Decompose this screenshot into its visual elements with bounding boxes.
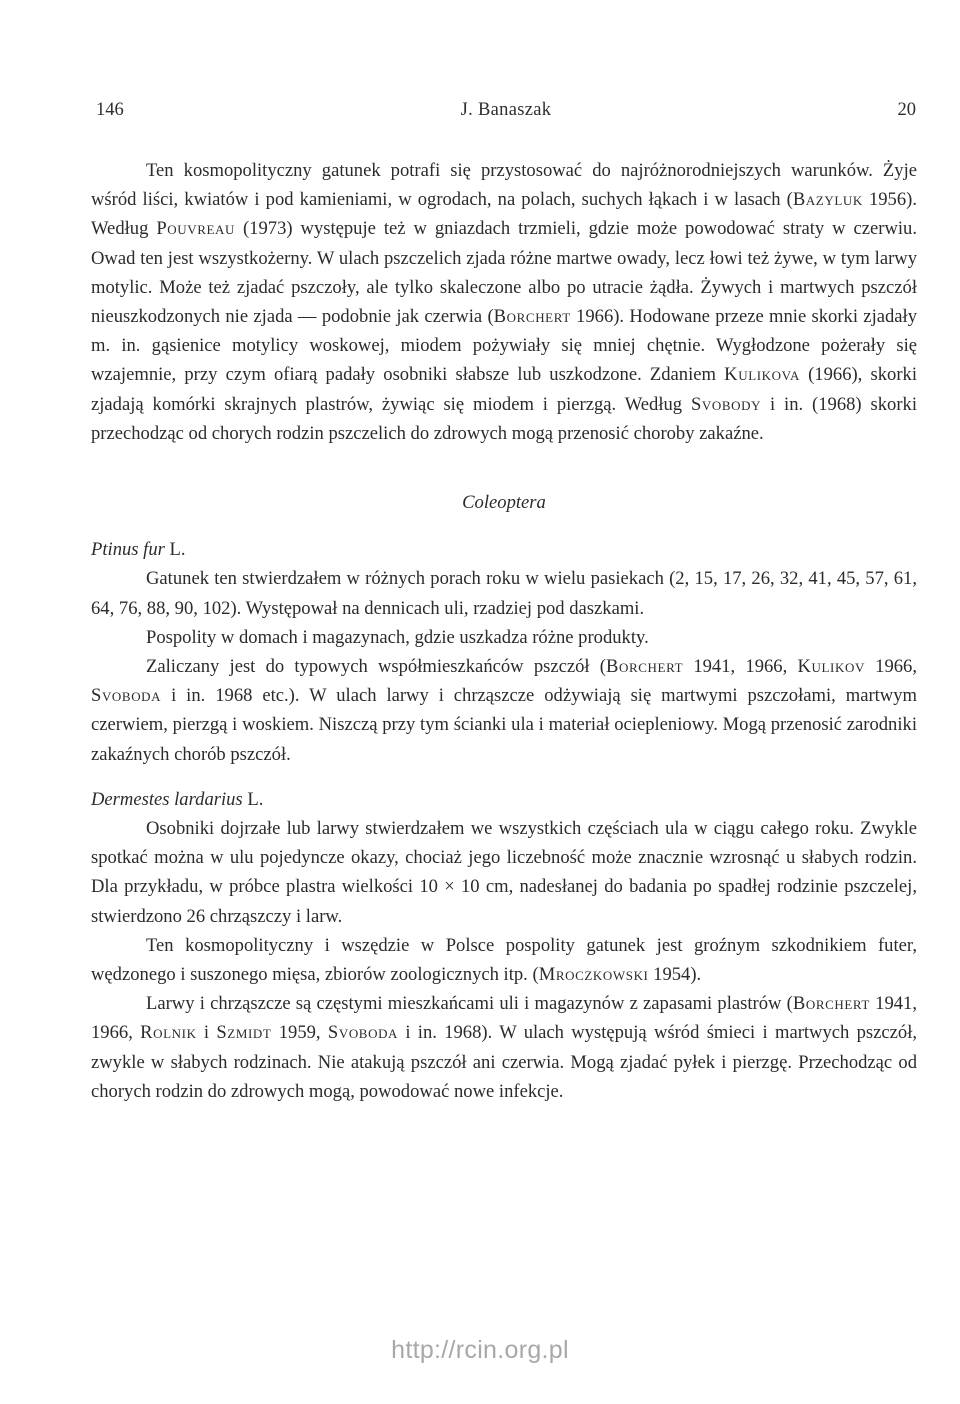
species-author: L. <box>164 539 186 561</box>
citation-author: Szmidt <box>216 1022 272 1044</box>
citation-author: Borchert <box>606 656 684 678</box>
citation-author: Mroczkowski <box>538 964 649 986</box>
paragraph-ptinus-common: Pospolity w domach i magazynach, gdzie uszkadza różne produkty. <box>146 626 649 648</box>
paragraph-dermestes-occurrence: Osobniki dojrzałe lub larwy stwierdzałem we wszystkich częściach ula w ciągu całego roku. Zwykle spotkać można w ulu pojedyncze okazy, chociaż jego liczebność może znacznie wzrosnąć u słabych rodzin. Dla przykładu, w próbce plastra wielkości 10 × 10 cm, nadesłanej do badania po spadłej rodzinie pszczelej, stwierdzono 26 chrząszczy i larw. <box>91 818 917 927</box>
running-head-author: J. Banaszak <box>460 100 552 120</box>
species-name: Dermestes lardarius <box>91 788 243 810</box>
species-heading-dermestes <box>91 785 917 814</box>
section-heading-coleoptera: Coleoptera <box>462 492 546 514</box>
citation-author: Kulikova <box>724 364 800 386</box>
citation-author: Kulikov <box>797 656 865 678</box>
citation-author: Pouvreau <box>156 218 236 240</box>
running-head <box>96 100 916 126</box>
paragraph-earwig-biology: Ten kosmopolityczny gatunek potrafi się przystosować do najróżnorodniejszych warunków. Żyje wśród liści, kwiatów i pod kamieniami, w ogrodach, na polach, suchych łąkach i w lasach (Bazyluk 1956). Według Pouvreau (1973) występuje też w gniazdach trzmieli, gdzie może powodować straty w czerwiu. Owad ten jest wszystkożerny. W ulach pszczelich zjada różne martwe owady, lecz łowi też żywe, w tym larwy motylic. Może też zjadać pszczoły, ale tylko skaleczone albo po utracie żądła. Żywych i martwych pszczół nieuszkodzonych nie zjada — podobnie jak czerwia (Borchert 1966). Hodowane przeze mnie skorki zjadały m. in. gąsienice motylicy woskowej, miodem pożywiały się mniej chętnie. Wygłodzone pożerały się wzajemnie, przy czym ofiarą padały osobniki słabsze lub uszkodzone. Zdaniem Kulikova (1966), skorki zjadają komórki skrajnych plastrów, żywiąc się miodem i pierzgą. Według Svobody i in. (1968) skorki przechodząc od chorych rodzin pszczelich do zdrowych mogą przenosić choroby zakaźne. <box>91 160 917 444</box>
paragraph-dermestes-pest: Ten kosmopolityczny i wszędzie w Polsce pospolity gatunek jest groźnym szkodnikiem futer, wędzonego i suszonego mięsa, zbiorów zoologicznych itp. (Mroczkowski 1954). <box>91 934 917 986</box>
species-author: L. <box>242 788 264 810</box>
citation-author: Borchert <box>792 993 870 1015</box>
citation-author: Svobody <box>690 393 762 415</box>
citation-author: Borchert <box>493 306 571 328</box>
source-watermark: http://rcin.org.pl <box>391 1336 569 1364</box>
citation-author: Bazyluk <box>792 189 863 211</box>
section-number: 20 <box>897 100 916 120</box>
citation-author: Rolnik <box>140 1022 197 1044</box>
species-heading-ptinus <box>91 535 917 564</box>
paragraph-dermestes-hives: Larwy i chrząszcze są częstymi mieszkańcami uli i magazynów z zapasami plastrów (Borchert 1941, 1966, Rolnik i Szmidt 1959, Svoboda i in. 1968). W ulach występują wśród śmieci i martwych pszczół, zwykle w słabych rodzinach. Nie atakują pszczół ani czerwia. Mogą zjadać pyłek i pierzgę. Przechodząc od chorych rodzin do zdrowych mogą, powodować nowe infekcje. <box>91 993 918 1102</box>
species-name: Ptinus fur <box>91 539 165 561</box>
citation-author: Svoboda <box>327 1022 399 1044</box>
page-number: 146 <box>96 100 124 120</box>
citation-author: Svoboda <box>91 685 162 707</box>
paragraph-ptinus-cohabitant: Zaliczany jest do typowych współmieszkańców pszczół (Borchert 1941, 1966, Kulikov 1966, Svoboda i in. 1968 etc.). W ulach larwy i chrząszcze odżywiają się martwymi pszczołami, martwym czerwiem, pierzgą i woskiem. Niszczą przy tym ścianki ula i materiał ociepleniowy. Mogą przenosić zarodniki zakaźnych chorób pszczół. <box>91 656 918 765</box>
paragraph-ptinus-occurrence: Gatunek ten stwierdzałem w różnych porach roku w wielu pasiekach (2, 15, 17, 26, 32, 41, 45, 57, 61, 64, 76, 88, 90, 102). Występował na dennicach uli, rzadziej pod daszkami. <box>91 568 917 619</box>
body-text <box>91 156 917 1106</box>
